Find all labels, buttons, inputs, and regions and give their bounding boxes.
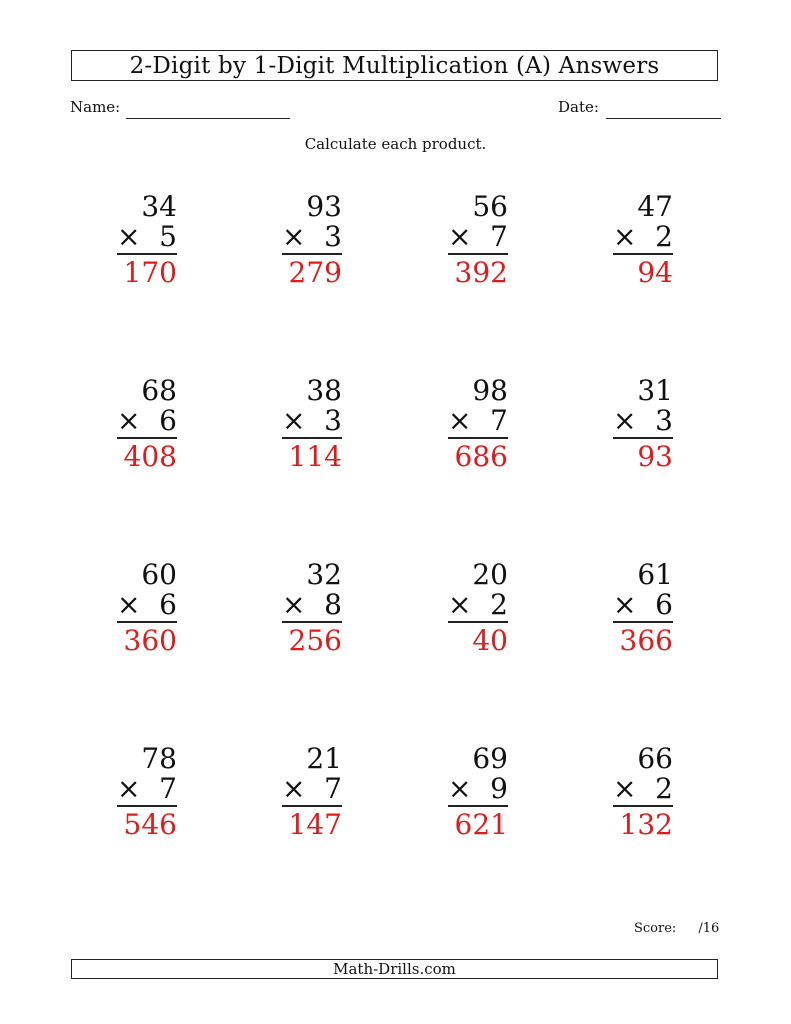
multiply-operator: ×	[117, 404, 141, 437]
problem-5	[117, 374, 177, 473]
multiplicand: 98	[472, 374, 508, 407]
name-date-row	[70, 97, 721, 123]
problem-11	[448, 558, 508, 657]
multiplicand: 47	[637, 190, 673, 223]
answer: 94	[637, 256, 673, 289]
multiplier-row	[613, 588, 673, 623]
multiplier: 2	[655, 772, 673, 805]
multiply-operator: ×	[282, 404, 306, 437]
multiply-operator: ×	[448, 404, 472, 437]
problem-16	[613, 742, 673, 841]
name-field-line	[126, 118, 290, 119]
multiplier-row	[117, 404, 177, 439]
problem-6	[282, 374, 342, 473]
answer: 256	[288, 624, 342, 657]
multiply-operator: ×	[448, 772, 472, 805]
multiplier-row	[282, 588, 342, 623]
multiplicand: 21	[306, 742, 342, 775]
multiplier-row	[117, 772, 177, 807]
multiplier: 3	[324, 404, 342, 437]
answer: 392	[454, 256, 508, 289]
date-label: Date:	[558, 98, 599, 116]
multiplicand: 38	[306, 374, 342, 407]
multiplier: 3	[324, 220, 342, 253]
answer: 686	[454, 440, 508, 473]
multiplier-row	[613, 404, 673, 439]
problem-10	[282, 558, 342, 657]
multiplicand: 78	[141, 742, 177, 775]
multiplier: 6	[159, 404, 177, 437]
problem-12	[613, 558, 673, 657]
answer: 40	[472, 624, 508, 657]
multiply-operator: ×	[117, 772, 141, 805]
problem-8	[613, 374, 673, 473]
problem-9	[117, 558, 177, 657]
multiplier-row	[448, 772, 508, 807]
multiplier: 6	[159, 588, 177, 621]
multiplicand: 32	[306, 558, 342, 591]
multiplier-row	[282, 772, 342, 807]
date-field-line	[606, 118, 721, 119]
name-label: Name:	[70, 98, 121, 116]
multiply-operator: ×	[282, 772, 306, 805]
answer: 170	[123, 256, 177, 289]
multiplier: 7	[490, 404, 508, 437]
multiplier-row	[117, 220, 177, 255]
worksheet-title: 2-Digit by 1-Digit Multiplication (A) Answers	[71, 50, 718, 81]
score-label: Score:	[634, 921, 677, 936]
problem-3	[448, 190, 508, 289]
multiplier-row	[448, 588, 508, 623]
problem-1	[117, 190, 177, 289]
multiply-operator: ×	[613, 588, 637, 621]
multiplier: 7	[159, 772, 177, 805]
answer: 93	[637, 440, 673, 473]
multiply-operator: ×	[117, 588, 141, 621]
multiplier-row	[448, 220, 508, 255]
multiply-operator: ×	[448, 588, 472, 621]
multiplier: 7	[490, 220, 508, 253]
score-area	[634, 921, 719, 936]
multiplicand: 31	[637, 374, 673, 407]
multiplicand: 60	[141, 558, 177, 591]
multiplier: 8	[324, 588, 342, 621]
answer: 360	[123, 624, 177, 657]
multiplicand: 20	[472, 558, 508, 591]
multiplier: 3	[655, 404, 673, 437]
multiplier-row	[448, 404, 508, 439]
multiplicand: 69	[472, 742, 508, 775]
multiplier: 6	[655, 588, 673, 621]
answer: 621	[454, 808, 508, 841]
problem-14	[282, 742, 342, 841]
multiplier: 7	[324, 772, 342, 805]
multiplier-row	[117, 588, 177, 623]
problem-13	[117, 742, 177, 841]
answer: 408	[123, 440, 177, 473]
multiply-operator: ×	[448, 220, 472, 253]
multiplier: 9	[490, 772, 508, 805]
problem-2	[282, 190, 342, 289]
answer: 132	[619, 808, 673, 841]
problem-7	[448, 374, 508, 473]
multiplicand: 34	[141, 190, 177, 223]
answer: 366	[619, 624, 673, 657]
answer: 147	[288, 808, 342, 841]
answer: 279	[288, 256, 342, 289]
multiplier: 2	[490, 588, 508, 621]
instructions: Calculate each product.	[304, 135, 487, 153]
multiply-operator: ×	[282, 588, 306, 621]
multiply-operator: ×	[613, 404, 637, 437]
multiplicand: 56	[472, 190, 508, 223]
multiplicand: 68	[141, 374, 177, 407]
multiply-operator: ×	[117, 220, 141, 253]
multiplicand: 66	[637, 742, 673, 775]
problem-4	[613, 190, 673, 289]
multiplier-row	[613, 220, 673, 255]
multiply-operator: ×	[282, 220, 306, 253]
answer: 114	[288, 440, 342, 473]
multiplier: 2	[655, 220, 673, 253]
score-total: /16	[698, 921, 720, 936]
multiplicand: 61	[637, 558, 673, 591]
problem-15	[448, 742, 508, 841]
multiplier-row	[282, 404, 342, 439]
footer: Math-Drills.com	[71, 959, 718, 979]
multiply-operator: ×	[613, 772, 637, 805]
answer: 546	[123, 808, 177, 841]
multiplicand: 93	[306, 190, 342, 223]
multiplier: 5	[159, 220, 177, 253]
multiplier-row	[282, 220, 342, 255]
multiply-operator: ×	[613, 220, 637, 253]
multiplier-row	[613, 772, 673, 807]
